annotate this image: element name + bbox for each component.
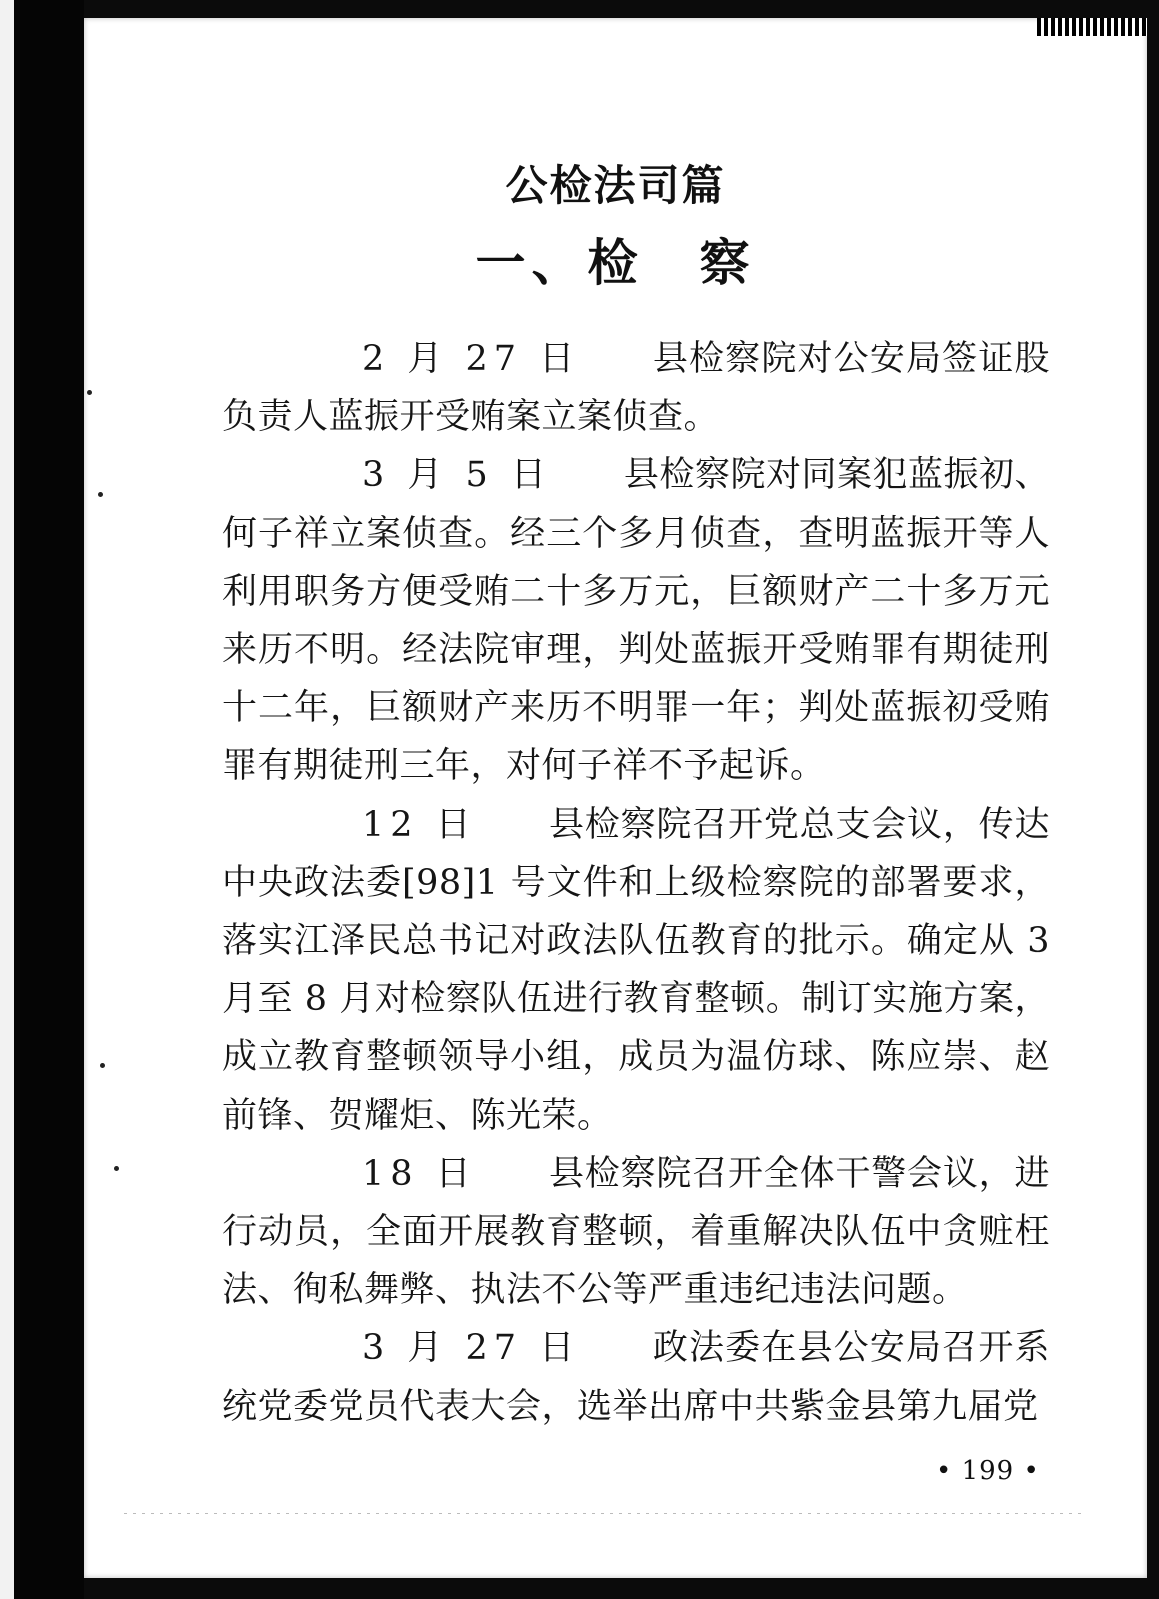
entry-date: 12 日 xyxy=(362,804,477,845)
paragraph xyxy=(222,796,1050,1145)
document-page xyxy=(84,18,1147,1578)
chapter-title: 一、检 察 xyxy=(475,234,756,292)
speck xyxy=(87,390,92,395)
page-number: • 199 • xyxy=(936,1456,1040,1486)
entry-text: 政法委在县公安局召开系统党委党员代表大会，选举出席中共紫金县第九届党 xyxy=(222,1328,1050,1427)
speck xyxy=(100,1063,105,1068)
entry-date: 2 月 27 日 xyxy=(362,339,581,379)
scan-artifact-line xyxy=(124,1513,1084,1514)
speck xyxy=(114,1166,119,1171)
scan-top-band xyxy=(1037,18,1147,36)
entry-text: 县检察院召开全体干警会议，进行动员，全面开展教育整顿，着重解决队伍中贪赃枉法、徇私舞弊、执法不公等严重违纪违法问题。 xyxy=(222,1153,1050,1311)
entry-date: 3 月 27 日 xyxy=(362,1328,581,1369)
scan-left-border xyxy=(14,0,84,1599)
scan-left-edge xyxy=(0,0,14,1599)
paragraph xyxy=(222,1145,1050,1320)
entry-text: 县检察院召开党总支会议，传达中央政法委[98]1 号文件和上级检察院的部署要求，落实江泽民总书记对政法队伍教育的批示。确定从 3 月至 8 月对检察队伍进行教育整顿。制订实施方案，成立教育整顿领导小组，成员为温仿球、陈应崇、赵前锋、贺耀炬、陈光荣。 xyxy=(222,804,1050,1136)
entry-date: 18 日 xyxy=(362,1153,477,1194)
speck xyxy=(98,492,103,497)
paragraph xyxy=(222,330,1050,446)
entry-date: 3 月 5 日 xyxy=(362,455,552,496)
entry-text: 县检察院对公安局签证股负责人蓝振开受贿案立案侦查。 xyxy=(222,339,1050,438)
section-title: 公检法司篇 xyxy=(505,161,726,210)
paragraph xyxy=(222,1319,1050,1435)
entry-text: 县检察院对同案犯蓝振初、何子祥立案侦查。经三个多月侦查，查明蓝振开等人利用职务方便受贿二十多万元，巨额财产二十多万元来历不明。经法院审理，判处蓝振开受贿罪有期徒刑十二年，巨额财产来历不明罪一年；判处蓝振初受贿罪有期徒刑三年，对何子祥不予起诉。 xyxy=(222,455,1050,787)
paragraph xyxy=(222,446,1050,795)
body-text xyxy=(222,330,1050,1436)
